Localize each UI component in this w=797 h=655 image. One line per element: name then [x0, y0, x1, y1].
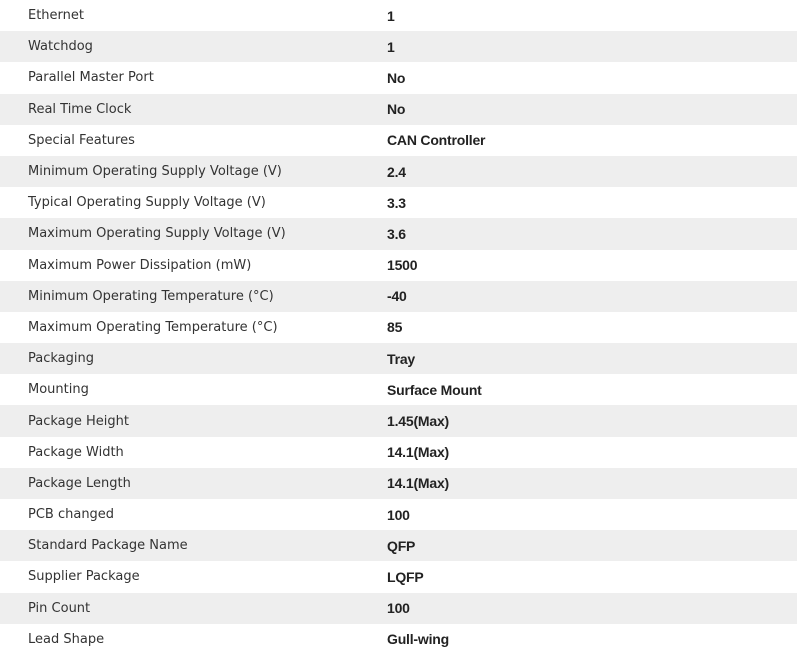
spec-value: 3.6: [387, 218, 797, 249]
spec-row: [0, 530, 797, 561]
spec-value: No: [387, 94, 797, 125]
spec-value: 1: [387, 31, 797, 62]
spec-label: Special Features: [28, 132, 135, 148]
spec-row: [0, 343, 797, 374]
spec-label: Mounting: [28, 382, 89, 398]
spec-row: [0, 405, 797, 436]
spec-label: Packaging: [0, 343, 387, 374]
spec-row: [0, 437, 797, 468]
spec-value: QFP: [387, 530, 797, 561]
spec-row: [0, 561, 797, 592]
spec-row: [0, 624, 797, 655]
spec-label: Package Height: [0, 405, 387, 436]
spec-row: [0, 374, 797, 405]
spec-row: [0, 156, 797, 187]
spec-value: 1.45(Max): [387, 405, 797, 436]
spec-row: [0, 499, 797, 530]
spec-label: Lead Shape: [28, 631, 105, 647]
spec-label: Ethernet: [28, 8, 84, 24]
spec-value: CAN Controller: [387, 132, 486, 149]
spec-label: Package Width: [28, 444, 124, 460]
spec-row: [0, 125, 797, 156]
spec-value: 14.1(Max): [387, 468, 797, 499]
spec-value: 1500: [387, 257, 418, 274]
spec-value: LQFP: [387, 568, 424, 585]
spec-label: Real Time Clock: [0, 94, 387, 125]
spec-label: Maximum Operating Temperature (°C): [28, 319, 278, 335]
spec-row: [0, 593, 797, 624]
spec-value: -40: [387, 281, 797, 312]
spec-label: Maximum Power Dissipation (mW): [28, 257, 252, 273]
spec-label: PCB changed: [28, 507, 115, 523]
spec-row: [0, 312, 797, 343]
spec-value: Gull-wing: [387, 631, 449, 648]
spec-label: Watchdog: [0, 31, 387, 62]
spec-value: 100: [387, 593, 797, 624]
spec-label: Minimum Operating Temperature (°C): [0, 281, 387, 312]
spec-value: 2.4: [387, 156, 797, 187]
spec-row: [0, 281, 797, 312]
spec-row: [0, 0, 797, 31]
spec-row: [0, 187, 797, 218]
spec-label: Parallel Master Port: [28, 70, 154, 86]
spec-row: [0, 62, 797, 93]
spec-value: No: [387, 69, 406, 86]
spec-row: [0, 218, 797, 249]
spec-value: 14.1(Max): [387, 444, 450, 461]
spec-label: Minimum Operating Supply Voltage (V): [0, 156, 387, 187]
spec-value: 1: [387, 7, 395, 24]
spec-label: Standard Package Name: [0, 530, 387, 561]
spec-value: 100: [387, 506, 410, 523]
spec-label: Pin Count: [0, 593, 387, 624]
spec-value: 85: [387, 319, 403, 336]
spec-row: [0, 94, 797, 125]
spec-label: Maximum Operating Supply Voltage (V): [0, 218, 387, 249]
spec-label: Supplier Package: [28, 569, 140, 585]
spec-value: Tray: [387, 343, 797, 374]
spec-value: 3.3: [387, 194, 406, 211]
spec-label: Typical Operating Supply Voltage (V): [28, 195, 266, 211]
spec-value: Surface Mount: [387, 381, 482, 398]
spec-row: [0, 468, 797, 499]
spec-row: [0, 250, 797, 281]
spec-label: Package Length: [0, 468, 387, 499]
spec-row: [0, 31, 797, 62]
